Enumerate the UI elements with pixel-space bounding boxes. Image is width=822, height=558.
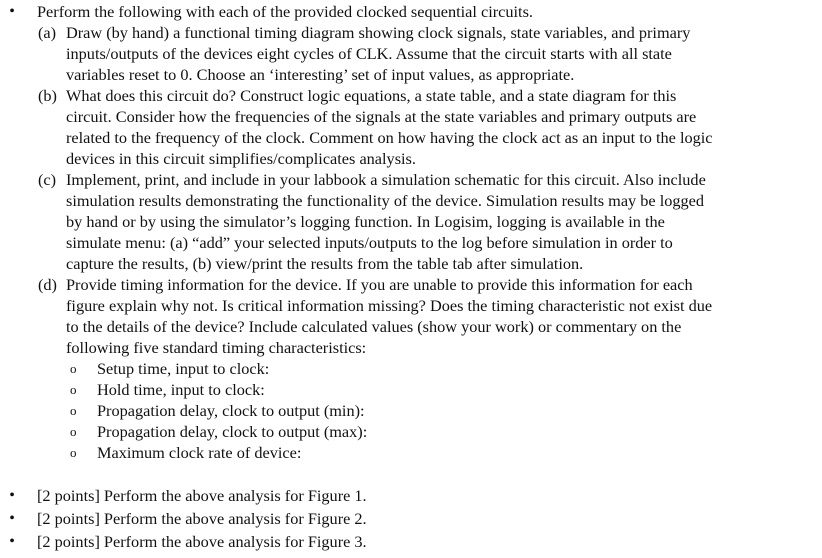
bullet-icon: • [9,487,15,504]
timing-characteristic-item [0,400,822,421]
part-c-line: Implement, print, and include in your labbook a simulation schematic for this circuit. Also include [66,170,706,189]
timing-characteristic-item [0,442,822,463]
part-a-line: variables reset to 0. Choose an ‘interesting’ set of input values, as appropriate. [66,65,575,84]
timing-characteristics-list [0,358,822,463]
part-a-line: inputs/outputs of the devices eight cycles of CLK. Assume that the circuit starts with all state [66,44,672,63]
bullet-icon: • [9,3,15,20]
part-a-text [66,22,816,85]
part-b-text [66,85,816,169]
part-d-line: figure explain why not. Is critical information missing? Does the timing characteristic not exist due [66,296,713,315]
part-b-line: circuit. Consider how the frequencies of the signals at the state variables and primary outputs are [66,107,697,126]
circle-bullet-icon: o [70,445,77,460]
part-c-text [66,169,816,274]
part-d-text [66,274,816,358]
figure-3-text: [2 points] Perform the above analysis for Figure 3. [37,532,367,551]
bullet-icon: • [9,510,15,527]
part-c-marker: (c) [38,170,57,189]
part-a-line: Draw (by hand) a functional timing diagram showing clock signals, state variables, and primary [66,23,691,42]
part-d-line: following five standard timing characteristics: [66,338,367,357]
timing-characteristic-label: Setup time, input to clock: [97,359,270,378]
parts-list [0,22,822,463]
bullet-icon: • [9,533,15,550]
timing-characteristic-item [0,379,822,400]
part-a [0,22,822,85]
circle-bullet-icon: o [70,424,77,439]
timing-characteristic-item [0,358,822,379]
part-c-line: by hand or by using the simulator’s logging function. In Logisim, logging is available in the [66,212,665,231]
part-b-line: devices in this circuit simplifies/complicates analysis. [66,149,416,168]
part-b [0,85,822,169]
circle-bullet-icon: o [70,361,77,376]
part-c-line: simulate menu: (a) “add” your selected inputs/outputs to the log before simulation in order to [66,233,673,252]
part-d [0,274,822,463]
part-c-line: capture the results, (b) view/print the results from the table tab after simulation. [66,254,584,273]
part-b-line: What does this circuit do? Construct logic equations, a state table, and a state diagram for this [66,86,677,105]
part-c-line: simulation results demonstrating the functionality of the device. Simulation results may be logged [66,191,705,210]
circle-bullet-icon: o [70,382,77,397]
part-c [0,169,822,274]
timing-characteristic-item [0,421,822,442]
intro-text: Perform the following with each of the provided clocked sequential circuits. [37,2,533,21]
part-a-marker: (a) [38,23,57,42]
figure-2-text: [2 points] Perform the above analysis for Figure 2. [37,509,367,528]
circle-bullet-icon: o [70,403,77,418]
part-b-marker: (b) [38,86,57,105]
timing-characteristic-label: Propagation delay, clock to output (min): [97,401,365,420]
timing-characteristic-label: Propagation delay, clock to output (max): [97,422,368,441]
part-d-line: to the details of the device? Include calculated values (show your work) or commentary on the [66,317,682,336]
timing-characteristic-label: Hold time, input to clock: [97,380,265,399]
part-d-marker: (d) [38,275,57,294]
timing-characteristic-label: Maximum clock rate of device: [97,443,302,462]
part-d-line: Provide timing information for the device. If you are unable to provide this information for each [66,275,693,294]
part-b-line: related to the frequency of the clock. Comment on how having the clock act as an input to the logic [66,128,713,147]
figure-1-text: [2 points] Perform the above analysis for Figure 1. [37,486,367,505]
